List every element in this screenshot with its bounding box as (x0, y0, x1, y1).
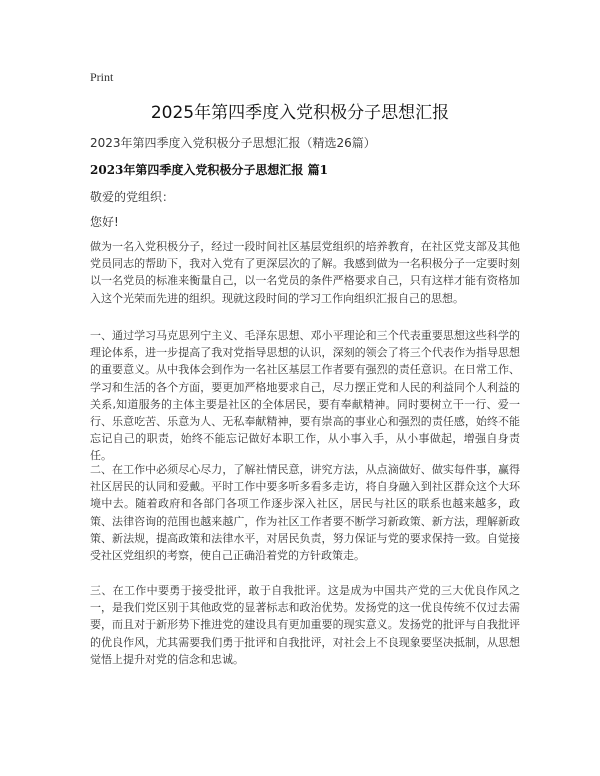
greeting: 您好! (90, 215, 119, 229)
salutation: 敬爱的党组织： (90, 190, 175, 204)
print-link[interactable]: Print (90, 70, 114, 84)
section-heading: 2023年第四季度入党积极分子思想汇报 篇1 (90, 163, 328, 177)
paragraph-point-one: 一、通过学习马克思列宁主义、毛泽东思想、邓小平理论和三个代表重要思想这些科学的理论体系，进一步提高了我对党指导思想的认识，深刻的领会了将三个代表作为指导思想的重要意义。从中我体会到作为一名社区基层工作者要有强烈的责任意识。在日常工作、学习和生活的各个方面，要更加严格地要求自己，尽力摆正党和人民的利益同个人利益的关系,知道服务的主体主要是社区的全体居民，要有奉献精神。同时要树立干一行、爱一行、乐意吃苦、乐意为人、无私奉献精神，要有崇高的事业心和强烈的责任感，始终不能忘记自己的职责，始终不能忘记做好本职工作，从小事入手，从小事做起，增强自身责任。 (90, 329, 520, 463)
paragraph-point-three: 三、在工作中要勇于接受批评，敢于自我批评。这是成为中国共产党的三大优良作风之一，是我们党区别于其他政党的显著标志和政治优势。发扬党的这一优良传统不仅过去需要，而且对于新形势下推进党的建设具有更加重要的现实意义。发扬党的批评与自我批评的优良作风，尤其需要我们勇于批评和自我批评，对社会上不良现象要坚决抵制，从思想觉悟上提升对党的信念和忠诚。 (90, 584, 520, 666)
paragraph-point-two: 二、在工作中必须尽心尽力，了解社情民意，讲究方法，从点滴做好、做实每件事，赢得社区居民的认同和爱戴。平时工作中要多听多看多走访，将自身融入到社区群众这个大环境中去。随着政府和各部门各项工作逐步深入社区，居民与社区的联系也越来越多，政策、法律咨询的范围也越来越广，作为社区工作者要不断学习新政策、新方法，理解新政策、新法规，提高政策和法律水平，对居民负责，努力保证与党的要求保持一致。自觉接受社区党组织的考察，使自己正确沿着党的方针政策走。 (90, 463, 520, 563)
paragraph-intro: 做为一名入党积极分子，经过一段时间社区基层党组织的培养教育，在社区党支部及其他党员同志的帮助下，我对入党有了更深层次的了解。我感到做为一名积极分子一定要时刻以一名党员的标准来衡量自己，以一名党员的条件严格要求自己，只有这样才能有资格加入这个光荣而先进的组织。现就这段时间的学习工作向组织汇报自己的思想。 (90, 240, 520, 305)
document-subtitle: 2023年第四季度入党积极分子思想汇报（精选26篇） (90, 136, 376, 150)
page-title: 2025年第四季度入党积极分子思想汇报 (150, 103, 450, 123)
